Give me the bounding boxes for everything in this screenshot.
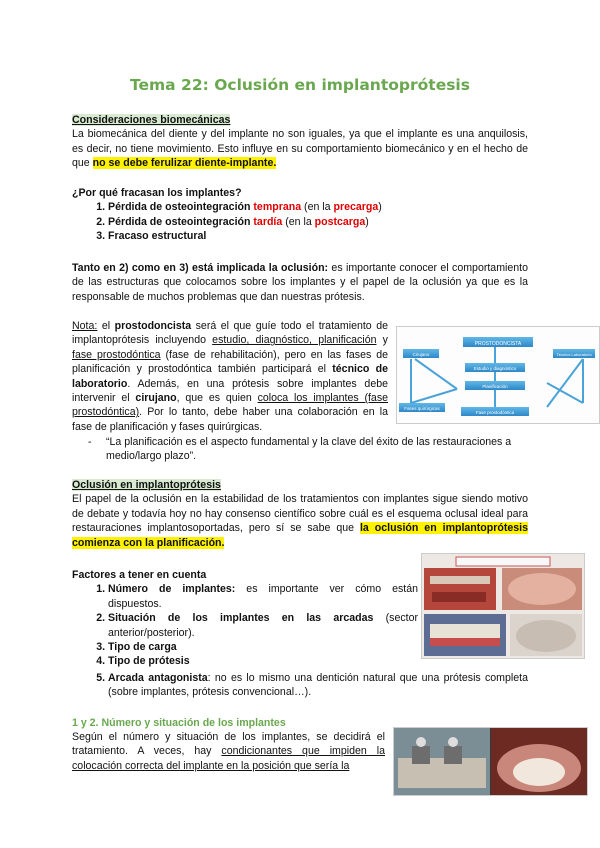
diagram-mid1: Estudio y diagnóstico: [473, 366, 517, 371]
section-biomecanica: [72, 113, 528, 171]
implant-photos: [393, 727, 588, 796]
list-item: 2. Situación de los implantes en las arcadas (sector anterior/posterior).: [108, 611, 418, 640]
section-fracaso: [72, 186, 528, 244]
factor-5: [72, 671, 528, 700]
list-item: 3. Tipo de carga: [108, 640, 418, 654]
diagram-right: Técnico Laboratorio: [556, 352, 592, 357]
note-quote: - “La planificación es el aspecto fundamental y la clave del éxito de las restauraciones a medio/largo plazo”.: [72, 435, 528, 464]
list-item: 5. Arcada antagonista: no es lo mismo una dentición natural que una prótesis completa (sobre implantes, prótesis convencional…).: [108, 671, 528, 700]
diagram-top: PROSTODONCISTA: [474, 341, 522, 347]
heading-factores: Factores a tener en cuenta: [72, 569, 207, 581]
list-item: 1. Número de implantes: es importante ver cómo están dispuestos.: [108, 582, 418, 611]
biomecanica-text: La biomecánica del diente y del implante no son iguales, ya que el implante es una anquilosis, es decir, no tiene movimiento. Esto influye en su comportamiento biomecánico y en el hecho de que: [72, 128, 528, 170]
oclusion-highlight: la oclusión en implantoprótesis comienza con la planificación.: [72, 522, 528, 549]
note-paragraph: Nota: el prostodoncista será el que guíe todo el tratamiento de implantoprótesis incluyendo estudio, diagnóstico, planificación y fase prostodóntica (fase de rehabilitación), pero en las fases de planificación y prostodóntica también participará el técnico de laboratorio. Además, en una prótesis sobre implantes debe intervenir el cirujano, que es quien coloca los implantes (fase prostodóntica). Por lo tanto, debe haber una colaboración en la fase de planificación y fases quirúrgicas.: [72, 320, 389, 433]
heading-numero-situacion: 1 y 2. Número y situación de los implantes: [72, 717, 286, 729]
list-item: 2. Pérdida de osteointegración tardía (en la postcarga): [108, 215, 528, 229]
heading-fracaso: ¿Por qué fracasan los implantes?: [72, 187, 242, 199]
section-oclusion-implicada: [72, 261, 528, 304]
clinical-photos-collage: [421, 553, 585, 659]
oclusion-implantoprotesis-text: El papel de la oclusión en la estabilidad de los tratamientos con implantes sigue siendo motivo de debate y todavía hoy no hay consenso científico sobre cuál es el esquema oclusal ideal para restauraciones implantosoportadas, pero sí se sabe que: [72, 493, 528, 535]
oclusion-bold: Tanto en 2) como en 3) está implicada la oclusión:: [72, 262, 329, 274]
oclusion-text: es importante conocer el comportamiento de las estructuras que colocamos sobre los implantes y el papel de la oclusión ya que es la responsable de muchos problemas que dan nuestras prótesis.: [72, 262, 528, 303]
numero-situacion-text: Según el número y situación de los implantes, se decidirá el tratamiento. A veces, hay condicionantes que impiden la colocación correcta del implante en la posición que sería la: [72, 731, 385, 772]
diagram-left: Cirujano: [412, 352, 430, 357]
page-title: Tema 22: Oclusión en implantoprótesis: [130, 76, 470, 94]
list-item: 4. Tipo de prótesis: [108, 654, 418, 668]
diagram-mid2: Planificación: [482, 384, 508, 389]
section-factores: [72, 568, 418, 669]
diagram-bottom: Fase prostodóntica: [475, 410, 515, 415]
section-oclusion-implantoprotesis: [72, 478, 528, 550]
heading-oclusion: Oclusión en implantoprótesis: [72, 479, 221, 491]
list-item: 3. Fracaso estructural: [108, 229, 528, 243]
heading-biomecanica: Consideraciones biomecánicas: [72, 114, 231, 126]
biomecanica-highlight: no se debe ferulizar diente-implante.: [92, 157, 277, 170]
diagram-bl: Fases quirúrgicas: [404, 406, 440, 411]
list-item: 1. Pérdida de osteointegración temprana (en la precarga): [108, 200, 528, 214]
prostodoncista-diagram: [396, 326, 600, 424]
